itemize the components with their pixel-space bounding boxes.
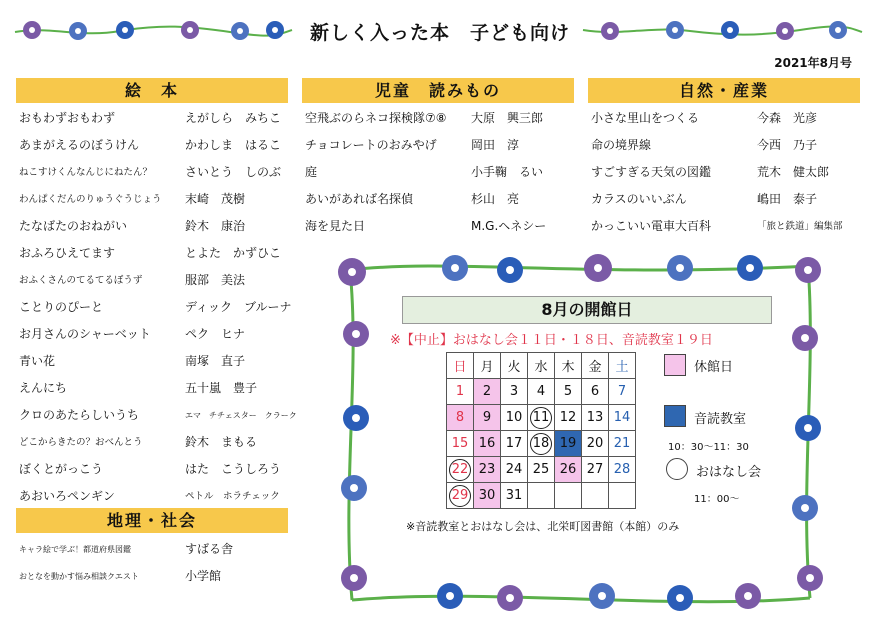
weekday-header: 水 xyxy=(528,353,555,379)
page-title: 新しく入った本 子ども向け xyxy=(309,22,570,44)
morning-glory-icon xyxy=(829,21,847,39)
list-item: お月さんのシャーベット ペク ヒナ xyxy=(19,327,246,341)
calendar-day xyxy=(555,483,582,509)
morning-glory-icon xyxy=(589,583,615,609)
calendar-day xyxy=(582,457,609,483)
section-heading-shizen: 自然・産業 xyxy=(588,78,860,103)
morning-glory-icon xyxy=(266,21,284,39)
calendar-week-row xyxy=(447,431,636,457)
legend-storytime-label: おはなし会 xyxy=(696,465,762,480)
weekday-header: 土 xyxy=(609,353,636,379)
calendar-day-number: 12 xyxy=(559,410,577,425)
calendar-day-number: 15 xyxy=(451,436,469,451)
morning-glory-vine-right xyxy=(580,14,865,46)
list-item: どこからきたの？おべんとう 鈴木 まもる xyxy=(19,435,258,449)
calendar-day-number: 10 xyxy=(505,410,523,425)
calendar-day xyxy=(474,379,501,405)
calendar-day xyxy=(609,405,636,431)
calendar-day xyxy=(501,431,528,457)
calendar-day xyxy=(609,379,636,405)
calendar-week-row xyxy=(447,379,636,405)
list-item: 命の境界線 今西 乃子 xyxy=(591,138,818,152)
morning-glory-icon xyxy=(341,475,367,501)
cancel-note: ※【中止】おはなし会１１日・１８日、音読教室１９日 xyxy=(390,333,713,348)
calendar-day xyxy=(582,379,609,405)
calendar-day xyxy=(447,483,474,509)
calendar-day-number: 31 xyxy=(505,488,523,503)
morning-glory-icon xyxy=(797,565,823,591)
calendar-day xyxy=(555,431,582,457)
list-item: カラスのいいぶん 嶋田 泰子 xyxy=(591,192,818,206)
calendar-day xyxy=(474,431,501,457)
morning-glory-icon xyxy=(343,405,369,431)
morning-glory-icon xyxy=(792,325,818,351)
morning-glory-icon xyxy=(795,415,821,441)
weekday-header: 日 xyxy=(447,353,474,379)
calendar-day-number: 2 xyxy=(482,384,492,399)
list-item: ぼくとがっこう はた こうしろう xyxy=(19,462,282,476)
morning-glory-icon xyxy=(735,583,761,609)
calendar-week-row xyxy=(447,483,636,509)
calendar-footnote: ※音読教室とおはなし会は、北栄町図書館（本館）のみ xyxy=(406,520,680,533)
morning-glory-icon xyxy=(721,21,739,39)
calendar-day-number: 9 xyxy=(482,410,492,425)
legend-storytime-circle xyxy=(666,458,688,480)
calendar-day xyxy=(447,431,474,457)
calendar-day xyxy=(528,405,555,431)
calendar-day xyxy=(555,457,582,483)
calendar-week-row xyxy=(447,405,636,431)
legend-closed-swatch xyxy=(664,354,686,376)
calendar-day xyxy=(501,379,528,405)
list-item: 庭 小手鞠 るい xyxy=(305,165,544,179)
morning-glory-icon xyxy=(442,255,468,281)
morning-glory-icon xyxy=(231,22,249,40)
calendar-day-number: 11 xyxy=(530,407,552,429)
calendar-day xyxy=(609,483,636,509)
legend-storytime-time: 11：00～ xyxy=(694,494,740,505)
calendar-day-number: 7 xyxy=(617,384,627,399)
calendar-day-number: 1 xyxy=(455,384,465,399)
morning-glory-icon xyxy=(667,255,693,281)
calendar-day-number: 29 xyxy=(449,485,471,507)
morning-glory-icon xyxy=(497,257,523,283)
list-item: たなばたのおねがい 鈴木 康治 xyxy=(19,219,246,233)
morning-glory-icon xyxy=(737,255,763,281)
calendar-day xyxy=(474,483,501,509)
calendar-day-number: 8 xyxy=(455,410,465,425)
calendar-table xyxy=(446,352,636,509)
morning-glory-icon xyxy=(776,22,794,40)
morning-glory-icon xyxy=(497,585,523,611)
calendar-day-number: 22 xyxy=(449,459,471,481)
list-item: すごすぎる天気の図鑑 荒木 健太郎 xyxy=(591,165,830,179)
morning-glory-icon xyxy=(666,21,684,39)
morning-glory-icon xyxy=(792,495,818,521)
calendar-day xyxy=(555,379,582,405)
weekday-header: 月 xyxy=(474,353,501,379)
list-item: かっこいい電車大百科 「旅と鉄道」編集部 xyxy=(591,219,843,233)
calendar-day xyxy=(528,483,555,509)
list-item: あまがえるのぼうけん かわしま はるこ xyxy=(19,138,282,152)
calendar-day xyxy=(501,483,528,509)
list-item: ねこすけくんなんじにねたん？ さいとう しのぶ xyxy=(19,165,282,179)
calendar-day-number: 20 xyxy=(586,436,604,451)
morning-glory-icon xyxy=(667,585,693,611)
calendar-day-number: 13 xyxy=(586,410,604,425)
calendar-day xyxy=(474,457,501,483)
calendar-day-number: 24 xyxy=(505,462,523,477)
morning-glory-icon xyxy=(181,21,199,39)
calendar-day-number: 5 xyxy=(563,384,573,399)
list-item: 空飛ぶのらネコ探検隊⑦⑧ 大原 興三郎 xyxy=(305,111,544,125)
morning-glory-icon xyxy=(601,22,619,40)
list-item: 青い花 南塚 直子 xyxy=(19,354,246,368)
weekday-header: 木 xyxy=(555,353,582,379)
calendar-day-number: 3 xyxy=(509,384,519,399)
list-item: キャラ絵で学ぶ！都道府県図鑑 すばる舎 xyxy=(19,542,234,556)
list-item: ことりのぴーと ディック ブルーナ xyxy=(19,300,292,314)
list-item: おもわずおもわず えがしら みちこ xyxy=(19,111,282,125)
list-item: わんぱくだんのりゅうぐうじょう 末崎 茂樹 xyxy=(19,192,246,206)
list-item: おとなを動かす悩み相談クエスト 小学館 xyxy=(19,569,222,583)
list-item: 小さな里山をつくる 今森 光彦 xyxy=(591,111,818,125)
list-item: あおいろペンギン ペトル ホラチェック xyxy=(19,489,280,503)
calendar-day-number: 4 xyxy=(536,384,546,399)
calendar-day xyxy=(528,379,555,405)
calendar-day xyxy=(582,483,609,509)
legend-reading-time: 10：30～11：30 xyxy=(668,442,749,453)
morning-glory-icon xyxy=(584,254,612,282)
calendar-day-number: 16 xyxy=(478,436,496,451)
calendar-weekday-row xyxy=(447,353,636,379)
morning-glory-icon xyxy=(23,21,41,39)
calendar-day xyxy=(501,405,528,431)
calendar-day-number: 28 xyxy=(613,462,631,477)
list-item: クロのあたらしいうち エマ チチェスター クラーク xyxy=(19,408,297,422)
calendar-day-number: 18 xyxy=(530,433,552,455)
list-item: 海を見た日 M.G.ヘネシー xyxy=(305,219,547,233)
legend-reading-label: 音読教室 xyxy=(694,412,747,427)
calendar-day xyxy=(447,379,474,405)
morning-glory-icon xyxy=(341,565,367,591)
list-item: おふろひえてます とよた かずひこ xyxy=(19,246,282,260)
morning-glory-icon xyxy=(795,257,821,283)
list-item: おふくさんのてるてるぼうず 服部 美法 xyxy=(19,273,246,287)
section-heading-chiri: 地理・社会 xyxy=(16,508,288,533)
calendar-day-number: 26 xyxy=(559,462,577,477)
legend-reading-swatch xyxy=(664,405,686,427)
section-heading-ehon: 絵 本 xyxy=(16,78,288,103)
weekday-header: 金 xyxy=(582,353,609,379)
calendar-day xyxy=(501,457,528,483)
calendar-day xyxy=(528,431,555,457)
section-heading-jido: 児童 読みもの xyxy=(302,78,574,103)
calendar-day-number: 30 xyxy=(478,488,496,503)
morning-glory-icon xyxy=(116,21,134,39)
issue-label: 2021年8月号 xyxy=(774,56,852,70)
calendar-day xyxy=(447,405,474,431)
morning-glory-icon xyxy=(69,22,87,40)
calendar-day xyxy=(555,405,582,431)
calendar-day-number: 6 xyxy=(590,384,600,399)
legend-closed-label: 休館日 xyxy=(694,360,734,375)
weekday-header: 火 xyxy=(501,353,528,379)
morning-glory-vine-left xyxy=(10,14,295,46)
list-item: えんにち 五十嵐 豊子 xyxy=(19,381,258,395)
calendar-day xyxy=(447,457,474,483)
calendar-day-number: 25 xyxy=(532,462,550,477)
calendar-day xyxy=(609,431,636,457)
calendar-day xyxy=(582,405,609,431)
calendar-day-number: 14 xyxy=(613,410,631,425)
list-item: あいがあれば名探偵 杉山 亮 xyxy=(305,192,520,206)
calendar-day-number: 19 xyxy=(559,436,577,451)
calendar-week-row xyxy=(447,457,636,483)
morning-glory-icon xyxy=(437,583,463,609)
calendar-day xyxy=(609,457,636,483)
calendar-day xyxy=(582,431,609,457)
calendar-day-number: 27 xyxy=(586,462,604,477)
calendar-title: 8月の開館日 xyxy=(402,296,772,324)
morning-glory-icon xyxy=(338,258,366,286)
calendar-day-number: 17 xyxy=(505,436,523,451)
list-item: チョコレートのおみやげ 岡田 淳 xyxy=(305,138,520,152)
calendar-day-number: 21 xyxy=(613,436,631,451)
morning-glory-icon xyxy=(343,321,369,347)
calendar-day xyxy=(474,405,501,431)
calendar-day xyxy=(528,457,555,483)
calendar-day-number: 23 xyxy=(478,462,496,477)
